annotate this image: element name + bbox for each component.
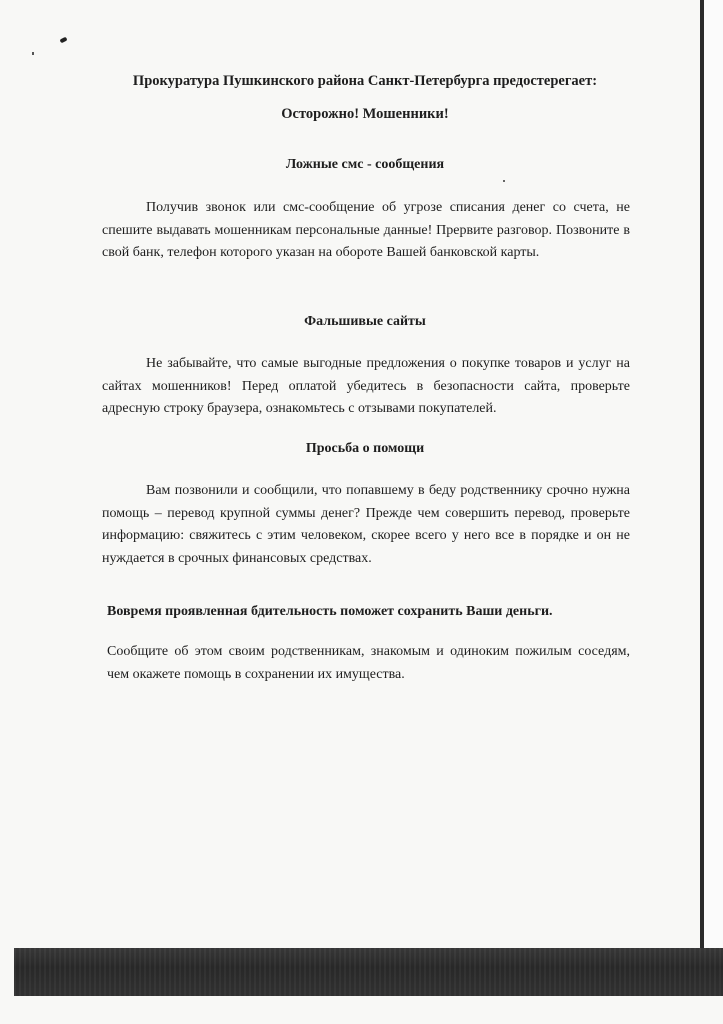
section-title-help-request: Просьба о помощи: [305, 441, 425, 456]
section-title-sms: Ложные смс - сообщения: [285, 157, 445, 172]
section-text-sms: Получив звонок или смс-сообщение об угрозе списания денег со счета, не спешите выдавать мошенникам персональные данные! Прервите разговор. Позвоните в свой банк, телефон которого указан на обороте Вашей банковской карты.: [102, 200, 630, 260]
scan-edge-line: [700, 0, 704, 950]
closing-text: Сообщите об этом своим родственникам, знакомым и одиноким пожилым соседям, чем окажете помощь в сохранении их имущества.: [107, 644, 630, 682]
scan-margin: [704, 0, 723, 950]
scan-speck: [503, 180, 505, 182]
section-text-help-request: Вам позвонили и сообщили, что попавшему в беду родственнику срочно нужна помощь – перевод крупной суммы денег? Прежде чем совершить перевод, проверьте информацию: свяжитесь с этим человеком, скорее всего у него все в порядке и он не нуждается в срочных финансовых средствах.: [102, 483, 630, 566]
warning-line: Вовремя проявленная бдительность поможет сохранить Ваши деньги.: [107, 604, 553, 619]
section-text-fake-sites: Не забывайте, что самые выгодные предложения о покупке товаров и услуг на сайтах мошенников! Перед оплатой убедитесь в безопасности сайта, проверьте адресную строку браузера, ознакомьтесь с отзывами покупателей.: [102, 356, 630, 416]
document-subheader: Осторожно! Мошенники!: [281, 106, 449, 122]
scan-bottom-bar: [14, 948, 723, 996]
scan-speck: [59, 37, 67, 44]
document-header: Прокуратура Пушкинского района Санкт-Петербурга предостерегает:: [132, 73, 598, 89]
scan-speck: [32, 52, 34, 55]
section-title-fake-sites: Фальшивые сайты: [304, 314, 426, 329]
